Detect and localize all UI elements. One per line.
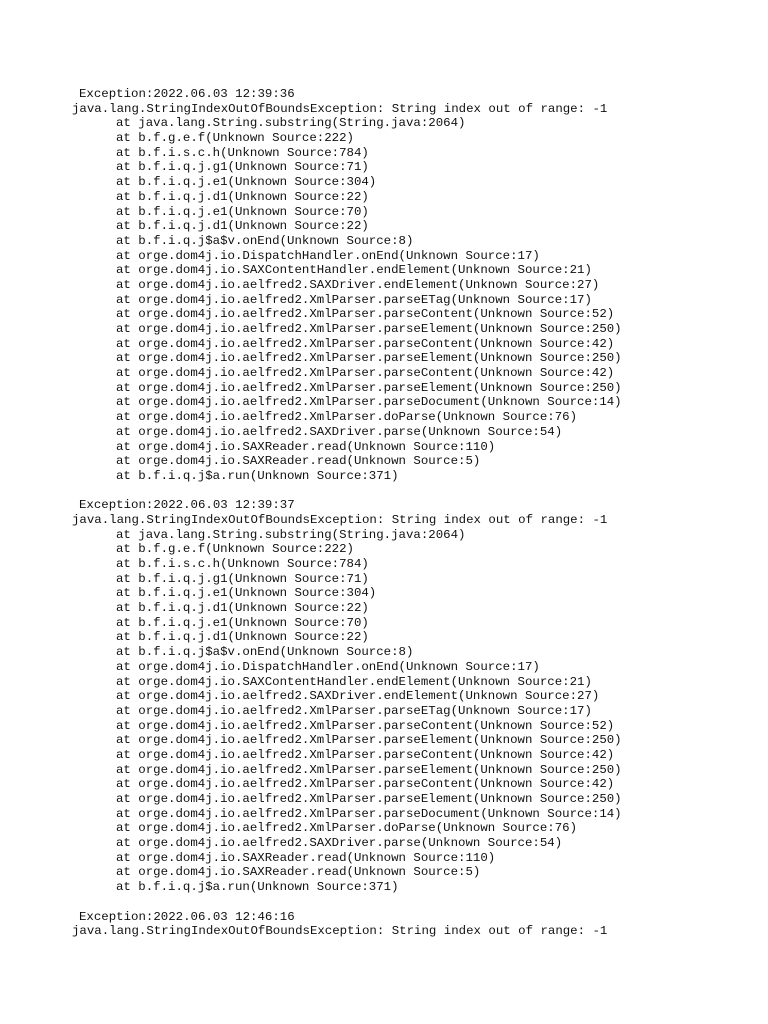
stack-frame: at java.lang.String.substring(String.java:2064) (116, 116, 466, 131)
stack-frame: at b.f.i.q.j.g1(Unknown Source:71) (116, 160, 369, 175)
stack-frame: at b.f.i.q.j$a$v.onEnd(Unknown Source:8) (116, 233, 414, 248)
stack-frame: at orge.dom4j.io.aelfred2.XmlParser.parseETag(Unknown Source:17) (116, 703, 592, 718)
stack-frame: at b.f.g.e.f(Unknown Source:222) (116, 542, 354, 557)
exception-timestamp: Exception:2022.06.03 12:39:37 (79, 498, 295, 513)
stack-frame: at java.lang.String.substring(String.java:2064) (116, 527, 466, 542)
stack-frame: at b.f.i.s.c.h(Unknown Source:784) (116, 145, 369, 160)
exception-message: java.lang.StringIndexOutOfBoundsException: String index out of range: -1 (72, 101, 608, 116)
stack-frame: at orge.dom4j.io.DispatchHandler.onEnd(Unknown Source:17) (116, 659, 540, 674)
stack-frame: at orge.dom4j.io.aelfred2.XmlParser.parseElement(Unknown Source:250) (116, 733, 622, 748)
stack-frame: at orge.dom4j.io.aelfred2.XmlParser.parseContent(Unknown Source:52) (116, 307, 615, 322)
stack-frame: at b.f.i.q.j.d1(Unknown Source:22) (116, 601, 369, 616)
stack-frame: at orge.dom4j.io.aelfred2.XmlParser.parseContent(Unknown Source:42) (116, 366, 615, 381)
stack-frame: at orge.dom4j.io.DispatchHandler.onEnd(Unknown Source:17) (116, 248, 540, 263)
stack-frame: at orge.dom4j.io.aelfred2.SAXDriver.parse(Unknown Source:54) (116, 836, 563, 851)
stack-frame: at orge.dom4j.io.SAXReader.read(Unknown Source:110) (116, 439, 496, 454)
exception-block (0, 87, 768, 484)
stack-frame: at orge.dom4j.io.aelfred2.XmlParser.parseContent(Unknown Source:42) (116, 336, 615, 351)
exception-message: java.lang.StringIndexOutOfBoundsException: String index out of range: -1 (72, 512, 608, 527)
stack-frame: at orge.dom4j.io.SAXReader.read(Unknown Source:110) (116, 850, 496, 865)
stack-frame: at orge.dom4j.io.aelfred2.XmlParser.parseElement(Unknown Source:250) (116, 351, 622, 366)
exception-block (0, 498, 768, 895)
stack-frame: at b.f.i.q.j.d1(Unknown Source:22) (116, 630, 369, 645)
stack-frame: at b.f.i.q.j.d1(Unknown Source:22) (116, 219, 369, 234)
stack-frame: at orge.dom4j.io.SAXContentHandler.endElement(Unknown Source:21) (116, 263, 592, 278)
stack-frame: at orge.dom4j.io.aelfred2.SAXDriver.endElement(Unknown Source:27) (116, 689, 600, 704)
stack-frame: at b.f.i.q.j$a.run(Unknown Source:371) (116, 468, 399, 483)
stack-frame: at orge.dom4j.io.aelfred2.XmlParser.parseDocument(Unknown Source:14) (116, 395, 622, 410)
stack-frame: at orge.dom4j.io.aelfred2.XmlParser.parseContent(Unknown Source:52) (116, 718, 615, 733)
stack-frame: at orge.dom4j.io.aelfred2.XmlParser.parseContent(Unknown Source:42) (116, 777, 615, 792)
stack-frame: at orge.dom4j.io.aelfred2.XmlParser.parseETag(Unknown Source:17) (116, 292, 592, 307)
stack-frame: at b.f.i.q.j.e1(Unknown Source:70) (116, 615, 369, 630)
stack-frame: at orge.dom4j.io.aelfred2.SAXDriver.parse(Unknown Source:54) (116, 424, 563, 439)
stack-frame: at b.f.g.e.f(Unknown Source:222) (116, 131, 354, 146)
stack-frame: at orge.dom4j.io.aelfred2.XmlParser.doParse(Unknown Source:76) (116, 410, 578, 425)
stack-frame: at orge.dom4j.io.aelfred2.XmlParser.parseDocument(Unknown Source:14) (116, 806, 622, 821)
stack-frame: at b.f.i.q.j$a$v.onEnd(Unknown Source:8) (116, 645, 414, 660)
stack-frame: at b.f.i.q.j.d1(Unknown Source:22) (116, 189, 369, 204)
stack-frame: at b.f.i.q.j$a.run(Unknown Source:371) (116, 880, 399, 895)
stack-frame: at orge.dom4j.io.aelfred2.XmlParser.parseElement(Unknown Source:250) (116, 322, 622, 336)
stack-frame: at orge.dom4j.io.aelfred2.XmlParser.parseElement(Unknown Source:250) (116, 380, 622, 395)
stack-frame: at orge.dom4j.io.aelfred2.SAXDriver.endElement(Unknown Source:27) (116, 277, 600, 292)
log-document (0, 87, 768, 954)
exception-block (0, 910, 768, 939)
stack-frame: at orge.dom4j.io.aelfred2.XmlParser.parseElement(Unknown Source:250) (116, 792, 622, 806)
stack-frame: at orge.dom4j.io.SAXReader.read(Unknown Source:5) (116, 454, 481, 469)
exception-message: java.lang.StringIndexOutOfBoundsException: String index out of range: -1 (72, 924, 608, 939)
stack-frame: at b.f.i.s.c.h(Unknown Source:784) (116, 557, 369, 571)
stack-frame: at b.f.i.q.j.e1(Unknown Source:70) (116, 204, 369, 219)
stack-frame: at orge.dom4j.io.aelfred2.XmlParser.parseContent(Unknown Source:42) (116, 747, 615, 762)
stack-frame: at b.f.i.q.j.e1(Unknown Source:304) (116, 175, 377, 190)
stack-frame: at b.f.i.q.j.e1(Unknown Source:304) (116, 586, 377, 601)
exception-timestamp: Exception:2022.06.03 12:39:36 (79, 87, 295, 101)
stack-frame: at orge.dom4j.io.SAXReader.read(Unknown Source:5) (116, 865, 481, 880)
stack-frame: at orge.dom4j.io.aelfred2.XmlParser.parseElement(Unknown Source:250) (116, 762, 622, 777)
stack-frame: at orge.dom4j.io.aelfred2.XmlParser.doParse(Unknown Source:76) (116, 821, 578, 836)
stack-frame: at b.f.i.q.j.g1(Unknown Source:71) (116, 571, 369, 586)
stack-frame: at orge.dom4j.io.SAXContentHandler.endElement(Unknown Source:21) (116, 674, 592, 689)
exception-timestamp: Exception:2022.06.03 12:46:16 (79, 909, 295, 924)
